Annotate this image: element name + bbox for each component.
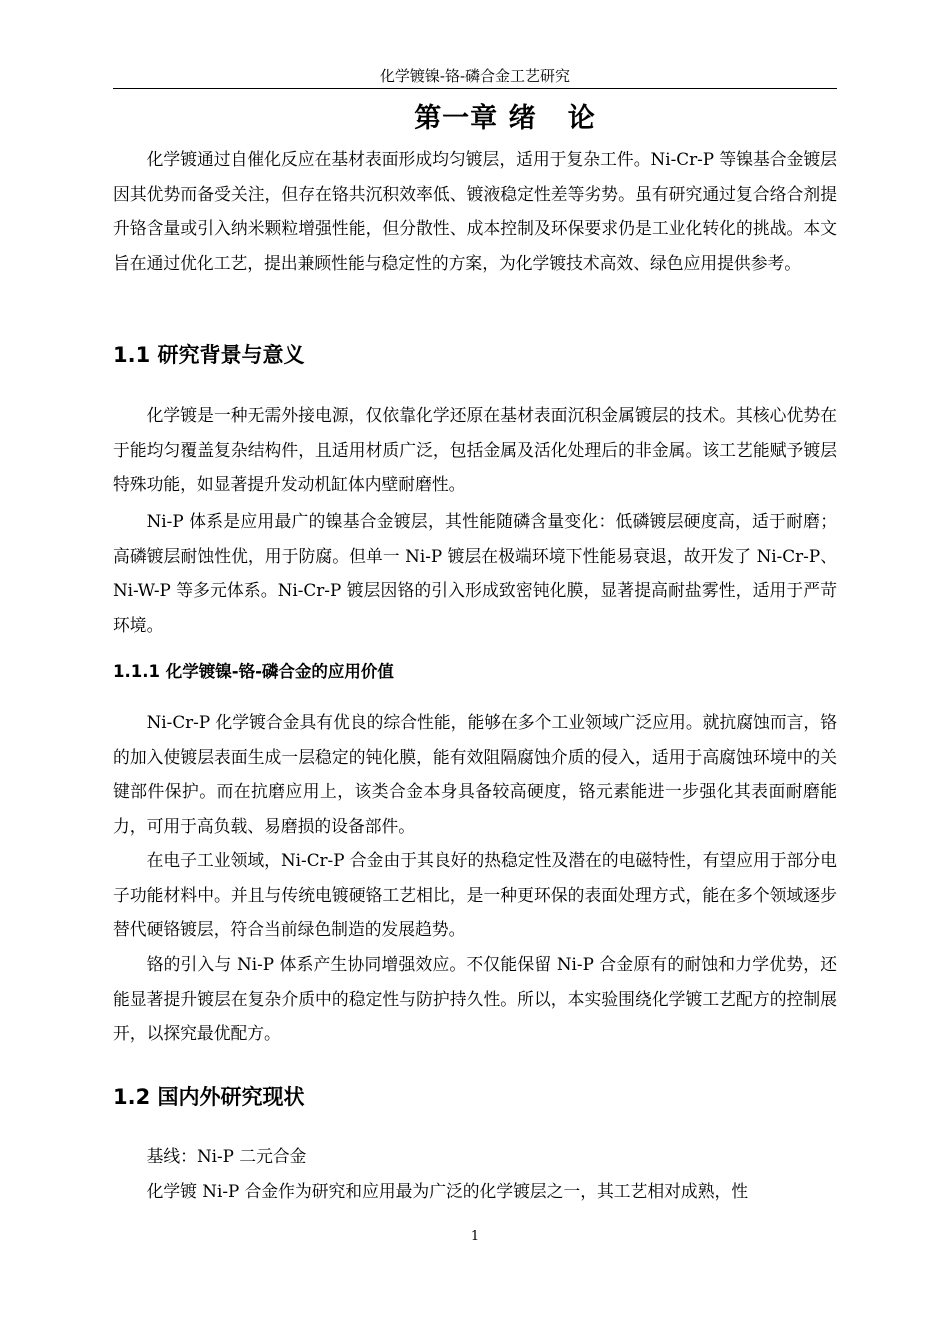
header-divider [113,88,837,89]
section-1-1-1-paragraph-1: Ni-Cr-P 化学镀合金具有优良的综合性能，能够在多个工业领域广泛应用。就抗腐蚀而言，铬的加入使镀层表面生成一层稳定的钝化膜，能有效阻隔腐蚀介质的侵入，适用于高腐蚀环境中的关键部件保护。而在抗磨应用上，该类合金本身具备较高硬度，铬元素能进一步强化其表面耐磨能力，可用于高负载、易磨损的设备部件。 [113,712,837,836]
section-1-2-paragraph-1: 基线：Ni-P 二元合金 [146,1146,307,1166]
page-number: 1 [470,1229,480,1244]
section-1-1-1-paragraph-2: 在电子工业领域，Ni-Cr-P 合金由于其良好的热稳定性及潜在的电磁特性，有望应用于部分电子功能材料中。并且与传统电镀硬铬工艺相比，是一种更环保的表面处理方式，能在多个领域逐步替代硬铬镀层，符合当前绿色制造的发展趋势。 [113,850,837,939]
section-heading-1-1-1: 1.1.1 化学镀镍-铬-磷合金的应用价值 [113,662,394,681]
section-1-1-1-paragraph-3: 铬的引入与 Ni-P 体系产生协同增强效应。不仅能保留 Ni-P 合金原有的耐蚀和力学优势，还能显著提升镀层在复杂介质中的稳定性与防护持久性。所以，本实验围绕化学镀工艺配方的控制展开，以探究最优配方。 [113,954,837,1043]
section-1-2-paragraph-2: 化学镀 Ni-P 合金作为研究和应用最为广泛的化学镀层之一，其工艺相对成熟，性 [146,1181,749,1201]
section-heading-1-2: 1.2 国内外研究现状 [113,1085,305,1109]
chapter-title: 第一章 绪 论 [414,103,596,134]
section-heading-1-1: 1.1 研究背景与意义 [113,343,305,367]
intro-paragraph: 化学镀通过自催化反应在基材表面形成均匀镀层，适用于复杂工件。Ni-Cr-P 等镍基合金镀层因其优势而备受关注，但存在铬共沉积效率低、镀液稳定性差等劣势。虽有研究通过复合络合剂提升铬含量或引入纳米颗粒增强性能，但分散性、成本控制及环保要求仍是工业化转化的挑战。本文旨在通过优化工艺，提出兼顾性能与稳定性的方案，为化学镀技术高效、绿色应用提供参考。 [113,149,837,273]
section-1-1-paragraph-2: Ni-P 体系是应用最广的镍基合金镀层，其性能随磷含量变化：低磷镀层硬度高，适于耐磨；高磷镀层耐蚀性优，用于防腐。但单一 Ni-P 镀层在极端环境下性能易衰退，故开发了 Ni-Cr-P、Ni-W-P 等多元体系。Ni-Cr-P 镀层因铬的引入形成致密钝化膜，显著提高耐盐雾性，适用于严苛环境。 [113,511,837,635]
running-header: 化学镀镍-铬-磷合金工艺研究 [379,67,571,85]
section-1-1-paragraph-1: 化学镀是一种无需外接电源，仅依靠化学还原在基材表面沉积金属镀层的技术。其核心优势在于能均匀覆盖复杂结构件，且适用材质广泛，包括金属及活化处理后的非金属。该工艺能赋予镀层特殊功能，如显著提升发动机缸体内壁耐磨性。 [113,405,837,494]
